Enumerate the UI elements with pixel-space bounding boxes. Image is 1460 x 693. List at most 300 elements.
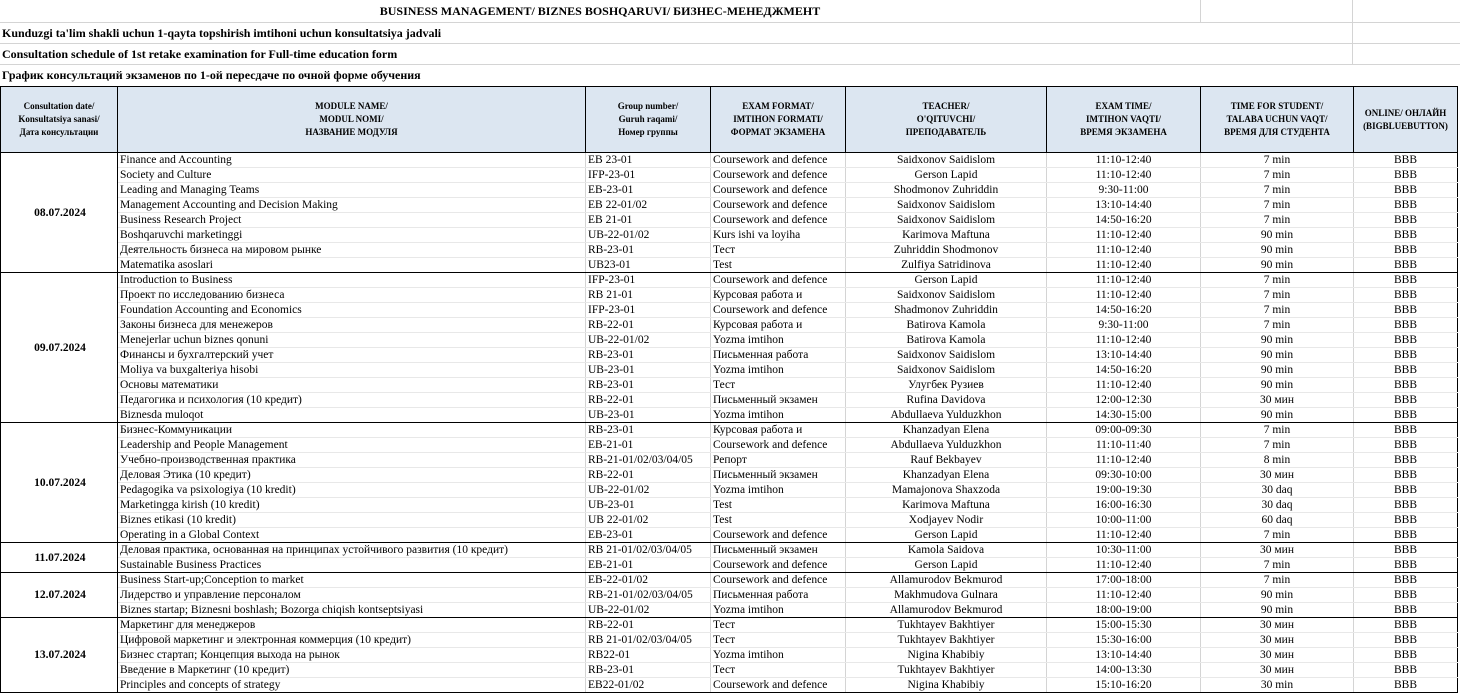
- cell-student-time: 90 min: [1201, 408, 1354, 423]
- table-row: [1, 498, 1458, 513]
- cell-exam-time: 11:10-12:40: [1047, 333, 1201, 348]
- table-row: [1, 513, 1458, 528]
- cell-student-time: 90 min: [1201, 228, 1354, 243]
- cell-exam-time: 12:00-12:30: [1047, 393, 1201, 408]
- table-row: [1, 648, 1458, 663]
- cell-module: Boshqaruvchi marketinggi: [118, 228, 586, 243]
- cell-student-time: 90 min: [1201, 363, 1354, 378]
- cell-exam-time: 19:00-19:30: [1047, 483, 1201, 498]
- cell-module: Деятельность бизнеса на мировом рынке: [118, 243, 586, 258]
- cell-module: Moliya va buxgalteriya hisobi: [118, 363, 586, 378]
- cell-module: Principles and concepts of strategy: [118, 678, 586, 693]
- cell-format: Тест: [711, 618, 846, 633]
- cell-online: BBB: [1354, 183, 1458, 198]
- cell-online: BBB: [1354, 153, 1458, 168]
- column-header-format: [711, 87, 846, 153]
- consultation-date: 12.07.2024: [1, 573, 118, 618]
- column-header-line: EXAM FORMAT/: [742, 101, 814, 111]
- cell-module: Основы математики: [118, 378, 586, 393]
- consultation-date: 13.07.2024: [1, 618, 118, 693]
- cell-teacher: Nigina Khabibiy: [846, 648, 1047, 663]
- cell-teacher: Rufina Davidova: [846, 393, 1047, 408]
- cell-group: UB-22-01/02: [586, 603, 711, 618]
- cell-group: UB-23-01: [586, 408, 711, 423]
- cell-exam-time: 09:30-10:00: [1047, 468, 1201, 483]
- table-row: [1, 468, 1458, 483]
- cell-group: EB-22-01/02: [586, 573, 711, 588]
- cell-teacher: Allamurodov Bekmurod: [846, 603, 1047, 618]
- column-header-line: MODULE NAME/: [315, 101, 388, 111]
- cell-teacher: Saidxonov Saidislom: [846, 213, 1047, 228]
- cell-teacher: Tukhtayev Bakhtiyer: [846, 663, 1047, 678]
- column-header-line: TEACHER/: [922, 101, 970, 111]
- cell-exam-time: 9:30-11:00: [1047, 183, 1201, 198]
- cell-format: Coursework and defence: [711, 558, 846, 573]
- cell-student-time: 90 min: [1201, 333, 1354, 348]
- cell-exam-time: 13:10-14:40: [1047, 648, 1201, 663]
- table-row: [1, 408, 1458, 423]
- cell-teacher: Saidxonov Saidislom: [846, 198, 1047, 213]
- subtitle-ru: График консультаций экзаменов по 1-ой пересдаче по очной форме обучения: [2, 68, 421, 82]
- cell-teacher: Gerson Lapid: [846, 558, 1047, 573]
- cell-module: Цифровой маркетинг и электронная коммерция (10 кредит): [118, 633, 586, 648]
- cell-teacher: Tukhtayev Bakhtiyer: [846, 633, 1047, 648]
- cell-format: Yozma imtihon: [711, 333, 846, 348]
- column-header-line: ВРЕМЯ ДЛЯ СТУДЕНТА: [1224, 127, 1330, 137]
- column-header-group: [586, 87, 711, 153]
- cell-exam-time: 11:10-12:40: [1047, 228, 1201, 243]
- cell-online: BBB: [1354, 348, 1458, 363]
- cell-online: BBB: [1354, 273, 1458, 288]
- cell-online: BBB: [1354, 663, 1458, 678]
- column-header-line: Group number/: [617, 101, 679, 111]
- cell-student-time: 30 мин: [1201, 633, 1354, 648]
- cell-teacher: Abdullaeva Yulduzkhon: [846, 408, 1047, 423]
- cell-student-time: 7 min: [1201, 213, 1354, 228]
- cell-module: Foundation Accounting and Economics: [118, 303, 586, 318]
- cell-student-time: 90 min: [1201, 588, 1354, 603]
- cell-teacher: Karimova Maftuna: [846, 498, 1047, 513]
- schedule-table: [0, 86, 1458, 693]
- cell-group: RB-23-01: [586, 348, 711, 363]
- cell-module: Biznes etikasi (10 kredit): [118, 513, 586, 528]
- cell-online: BBB: [1354, 333, 1458, 348]
- cell-group: RB-22-01: [586, 618, 711, 633]
- table-row: [1, 528, 1458, 543]
- cell-student-time: 30 мин: [1201, 468, 1354, 483]
- cell-teacher: Mamajonova Shaxzoda: [846, 483, 1047, 498]
- cell-format: Yozma imtihon: [711, 363, 846, 378]
- cell-module: Menejerlar uchun biznes qonuni: [118, 333, 586, 348]
- cell-module: Бизнес-Коммуникации: [118, 423, 586, 438]
- cell-exam-time: 11:10-11:40: [1047, 438, 1201, 453]
- table-row: [1, 618, 1458, 633]
- cell-exam-time: 14:50-16:20: [1047, 303, 1201, 318]
- cell-online: BBB: [1354, 243, 1458, 258]
- cell-format: Coursework and defence: [711, 273, 846, 288]
- cell-exam-time: 11:10-12:40: [1047, 273, 1201, 288]
- cell-exam-time: 14:00-13:30: [1047, 663, 1201, 678]
- cell-format: Test: [711, 498, 846, 513]
- cell-format: Yozma imtihon: [711, 648, 846, 663]
- cell-exam-time: 11:10-12:40: [1047, 153, 1201, 168]
- cell-online: BBB: [1354, 543, 1458, 558]
- column-header-line: (BIGBLUEBUTTON): [1363, 120, 1448, 131]
- cell-student-time: 8 min: [1201, 453, 1354, 468]
- cell-student-time: 30 мин: [1201, 618, 1354, 633]
- cell-group: IFP-23-01: [586, 168, 711, 183]
- cell-group: RB-23-01: [586, 243, 711, 258]
- cell-student-time: 7 min: [1201, 273, 1354, 288]
- cell-teacher: Abdullaeva Yulduzkhon: [846, 438, 1047, 453]
- cell-student-time: 30 min: [1201, 678, 1354, 693]
- table-row: [1, 348, 1458, 363]
- cell-group: RB-23-01: [586, 423, 711, 438]
- cell-module: Operating in a Global Context: [118, 528, 586, 543]
- table-row: [1, 543, 1458, 558]
- cell-format: Письменная работа: [711, 348, 846, 363]
- cell-format: Test: [711, 258, 846, 273]
- cell-format: Coursework and defence: [711, 303, 846, 318]
- cell-module: Business Research Project: [118, 213, 586, 228]
- column-header-date: [1, 87, 118, 153]
- cell-format: Письменный экзамен: [711, 468, 846, 483]
- cell-group: RB-21-01/02/03/04/05: [586, 453, 711, 468]
- column-header-line: MODUL NOMI/: [319, 114, 384, 124]
- cell-student-time: 30 мин: [1201, 663, 1354, 678]
- cell-exam-time: 15:00-15:30: [1047, 618, 1201, 633]
- cell-online: BBB: [1354, 228, 1458, 243]
- cell-module: Leading and Managing Teams: [118, 183, 586, 198]
- cell-module: Педагогика и психология (10 кредит): [118, 393, 586, 408]
- table-row: [1, 318, 1458, 333]
- cell-exam-time: 15:10-16:20: [1047, 678, 1201, 693]
- cell-exam-time: 11:10-12:40: [1047, 528, 1201, 543]
- column-header-teacher: [846, 87, 1047, 153]
- column-header-line: НАЗВАНИЕ МОДУЛЯ: [305, 127, 398, 137]
- cell-student-time: 30 мин: [1201, 393, 1354, 408]
- cell-student-time: 90 min: [1201, 348, 1354, 363]
- cell-student-time: 7 min: [1201, 318, 1354, 333]
- cell-group: EB-23-01: [586, 183, 711, 198]
- cell-group: UB 22-01/02: [586, 513, 711, 528]
- cell-teacher: Gerson Lapid: [846, 168, 1047, 183]
- column-header-line: ONLINE/ ОНЛАЙН: [1364, 107, 1447, 118]
- cell-online: BBB: [1354, 453, 1458, 468]
- cell-exam-time: 11:10-12:40: [1047, 168, 1201, 183]
- cell-student-time: 7 min: [1201, 423, 1354, 438]
- cell-format: Письменный экзамен: [711, 543, 846, 558]
- cell-online: BBB: [1354, 483, 1458, 498]
- cell-student-time: 30 daq: [1201, 498, 1354, 513]
- cell-teacher: Saidxonov Saidislom: [846, 363, 1047, 378]
- cell-group: UB-23-01: [586, 363, 711, 378]
- cell-online: BBB: [1354, 513, 1458, 528]
- cell-group: EB 22-01/02: [586, 198, 711, 213]
- cell-student-time: 90 min: [1201, 603, 1354, 618]
- cell-format: Курсовая работа и: [711, 288, 846, 303]
- cell-format: Coursework and defence: [711, 153, 846, 168]
- consultation-date: 10.07.2024: [1, 423, 118, 543]
- cell-online: BBB: [1354, 633, 1458, 648]
- cell-online: BBB: [1354, 558, 1458, 573]
- cell-student-time: 7 min: [1201, 198, 1354, 213]
- cell-online: BBB: [1354, 603, 1458, 618]
- cell-group: EB-21-01: [586, 438, 711, 453]
- cell-student-time: 7 min: [1201, 438, 1354, 453]
- table-row: [1, 303, 1458, 318]
- cell-student-time: 30 daq: [1201, 483, 1354, 498]
- cell-teacher: Kamola Saidova: [846, 543, 1047, 558]
- cell-exam-time: 14:30-15:00: [1047, 408, 1201, 423]
- cell-online: BBB: [1354, 573, 1458, 588]
- cell-exam-time: 11:10-12:40: [1047, 453, 1201, 468]
- cell-group: IFP-23-01: [586, 273, 711, 288]
- table-row: [1, 633, 1458, 648]
- table-row: [1, 393, 1458, 408]
- cell-module: Biznesda muloqot: [118, 408, 586, 423]
- cell-exam-time: 13:10-14:40: [1047, 348, 1201, 363]
- cell-online: BBB: [1354, 288, 1458, 303]
- cell-exam-time: 14:50-16:20: [1047, 213, 1201, 228]
- cell-online: BBB: [1354, 678, 1458, 693]
- subtitle-uz: Kunduzgi ta'lim shakli uchun 1-qayta topshirish imtihoni uchun konsultatsiya jadvali: [2, 26, 442, 40]
- table-row: [1, 588, 1458, 603]
- cell-format: Yozma imtihon: [711, 603, 846, 618]
- cell-teacher: Zuhriddin Shodmonov: [846, 243, 1047, 258]
- cell-teacher: Karimova Maftuna: [846, 228, 1047, 243]
- table-row: [1, 573, 1458, 588]
- cell-module: Финансы и бухгалтерский учет: [118, 348, 586, 363]
- cell-group: EB 23-01: [586, 153, 711, 168]
- table-row: [1, 168, 1458, 183]
- table-row: [1, 678, 1458, 693]
- cell-format: Kurs ishi va loyiha: [711, 228, 846, 243]
- column-header-module: [118, 87, 586, 153]
- cell-group: RB-23-01: [586, 378, 711, 393]
- cell-exam-time: 10:00-11:00: [1047, 513, 1201, 528]
- page-title: BUSINESS MANAGEMENT/ BIZNES BOSHQARUVI/ БИЗНЕС-МЕНЕДЖМЕНТ: [379, 4, 821, 18]
- table-row: [1, 453, 1458, 468]
- column-header-line: Konsultatsiya sanasi/: [18, 114, 100, 124]
- cell-format: Coursework and defence: [711, 213, 846, 228]
- cell-student-time: 90 min: [1201, 378, 1354, 393]
- cell-student-time: 60 daq: [1201, 513, 1354, 528]
- cell-group: RB-23-01: [586, 663, 711, 678]
- cell-module: Leadership and People Management: [118, 438, 586, 453]
- column-header-line: ФОРМАТ ЭКЗАМЕНА: [730, 127, 826, 137]
- cell-format: Тест: [711, 663, 846, 678]
- table-row: [1, 423, 1458, 438]
- cell-exam-time: 09:00-09:30: [1047, 423, 1201, 438]
- cell-teacher: Gerson Lapid: [846, 273, 1047, 288]
- cell-group: RB22-01: [586, 648, 711, 663]
- table-row: [1, 288, 1458, 303]
- cell-format: Тест: [711, 243, 846, 258]
- cell-group: RB-22-01: [586, 393, 711, 408]
- cell-group: EB-23-01: [586, 528, 711, 543]
- cell-group: UB-22-01/02: [586, 333, 711, 348]
- cell-exam-time: 11:10-12:40: [1047, 558, 1201, 573]
- column-header-line: TALABA UCHUN VAQT/: [1226, 114, 1328, 124]
- cell-teacher: Zulfiya Satridinova: [846, 258, 1047, 273]
- cell-module: Проект по исследованию бизнеса: [118, 288, 586, 303]
- cell-exam-time: 11:10-12:40: [1047, 588, 1201, 603]
- cell-exam-time: 10:30-11:00: [1047, 543, 1201, 558]
- cell-teacher: Khanzadyan Elena: [846, 423, 1047, 438]
- cell-exam-time: 13:10-14:40: [1047, 198, 1201, 213]
- cell-teacher: Batirova Kamola: [846, 333, 1047, 348]
- cell-module: Учебно-производственная практика: [118, 453, 586, 468]
- consultation-date: 08.07.2024: [1, 153, 118, 273]
- table-row: [1, 198, 1458, 213]
- cell-online: BBB: [1354, 438, 1458, 453]
- column-header-line: Номер группы: [618, 127, 678, 137]
- cell-format: Письменная работа: [711, 588, 846, 603]
- cell-student-time: 7 min: [1201, 168, 1354, 183]
- column-header-student-time: [1201, 87, 1354, 153]
- cell-online: BBB: [1354, 303, 1458, 318]
- cell-format: Курсовая работа и: [711, 423, 846, 438]
- table-row: [1, 243, 1458, 258]
- cell-teacher: Khanzadyan Elena: [846, 468, 1047, 483]
- cell-group: EB22-01/02: [586, 678, 711, 693]
- cell-module: Business Start-up;Conception to market: [118, 573, 586, 588]
- consultation-date: 09.07.2024: [1, 273, 118, 423]
- cell-student-time: 30 мин: [1201, 648, 1354, 663]
- cell-module: Biznes startap; Biznesni boshlash; Bozorga chiqish kontseptsiyasi: [118, 603, 586, 618]
- consultation-date: 11.07.2024: [1, 543, 118, 573]
- subtitle-en: Consultation schedule of 1st retake examination for Full-time education form: [2, 47, 398, 61]
- cell-student-time: 30 мин: [1201, 543, 1354, 558]
- cell-format: Репорт: [711, 453, 846, 468]
- cell-exam-time: 11:10-12:40: [1047, 243, 1201, 258]
- table-row: [1, 378, 1458, 393]
- cell-module: Management Accounting and Decision Making: [118, 198, 586, 213]
- cell-format: Курсовая работа и: [711, 318, 846, 333]
- cell-exam-time: 16:00-16:30: [1047, 498, 1201, 513]
- cell-format: Coursework and defence: [711, 183, 846, 198]
- cell-teacher: Nigina Khabibiy: [846, 678, 1047, 693]
- cell-exam-time: 11:10-12:40: [1047, 258, 1201, 273]
- cell-teacher: Rauf Bekbayev: [846, 453, 1047, 468]
- cell-module: Finance and Accounting: [118, 153, 586, 168]
- column-header-line: O'QITUVCHI/: [916, 114, 976, 124]
- cell-module: Matematika asoslari: [118, 258, 586, 273]
- column-header-line: ВРЕМЯ ЭКЗАМЕНА: [1080, 127, 1167, 137]
- table-row: [1, 438, 1458, 453]
- cell-teacher: Улугбек Рузиев: [846, 378, 1047, 393]
- cell-format: Coursework and defence: [711, 198, 846, 213]
- cell-module: Pedagogika va psixologiya (10 kredit): [118, 483, 586, 498]
- cell-format: Yozma imtihon: [711, 408, 846, 423]
- cell-module: Деловая Этика (10 кредит): [118, 468, 586, 483]
- cell-online: BBB: [1354, 423, 1458, 438]
- cell-teacher: Shodmonov Zuhriddin: [846, 183, 1047, 198]
- table-row: [1, 483, 1458, 498]
- cell-group: RB 21-01/02/03/04/05: [586, 543, 711, 558]
- cell-online: BBB: [1354, 408, 1458, 423]
- table-row: [1, 153, 1458, 168]
- column-header-line: IMTIHON FORMATI/: [733, 114, 823, 124]
- column-header-online: [1354, 87, 1458, 153]
- cell-format: Test: [711, 513, 846, 528]
- cell-group: RB-21-01/02/03/04/05: [586, 588, 711, 603]
- cell-teacher: Saidxonov Saidislom: [846, 153, 1047, 168]
- cell-student-time: 7 min: [1201, 288, 1354, 303]
- cell-online: BBB: [1354, 528, 1458, 543]
- cell-online: BBB: [1354, 213, 1458, 228]
- cell-teacher: Shadmonov Zuhriddin: [846, 303, 1047, 318]
- cell-group: UB-22-01/02: [586, 228, 711, 243]
- column-header-line: IMTIHON VAQTI/: [1086, 114, 1161, 124]
- cell-group: UB-22-01/02: [586, 483, 711, 498]
- column-header-line: Дата консультации: [19, 127, 99, 137]
- cell-student-time: 7 min: [1201, 558, 1354, 573]
- table-row: [1, 603, 1458, 618]
- cell-student-time: 7 min: [1201, 573, 1354, 588]
- table-row: [1, 363, 1458, 378]
- cell-module: Бизнес стартап; Концепция выхода на рынок: [118, 648, 586, 663]
- cell-group: EB 21-01: [586, 213, 711, 228]
- table-row: [1, 333, 1458, 348]
- cell-teacher: Tukhtayev Bakhtiyer: [846, 618, 1047, 633]
- cell-format: Письменный экзамен: [711, 393, 846, 408]
- cell-online: BBB: [1354, 648, 1458, 663]
- cell-exam-time: 11:10-12:40: [1047, 288, 1201, 303]
- cell-module: Законы бизнеса для менежеров: [118, 318, 586, 333]
- cell-student-time: 7 min: [1201, 528, 1354, 543]
- cell-module: Деловая практика, основанная на принципах устойчивого развития (10 кредит): [118, 543, 586, 558]
- cell-online: BBB: [1354, 198, 1458, 213]
- cell-format: Тест: [711, 633, 846, 648]
- column-header-exam-time: [1047, 87, 1201, 153]
- cell-group: UB23-01: [586, 258, 711, 273]
- column-header-line: EXAM TIME/: [1095, 101, 1152, 111]
- cell-teacher: Gerson Lapid: [846, 528, 1047, 543]
- cell-online: BBB: [1354, 588, 1458, 603]
- cell-online: BBB: [1354, 618, 1458, 633]
- column-header-line: Consultation date/: [23, 101, 95, 111]
- cell-module: Society and Culture: [118, 168, 586, 183]
- cell-exam-time: 14:50-16:20: [1047, 363, 1201, 378]
- cell-exam-time: 18:00-19:00: [1047, 603, 1201, 618]
- cell-module: Введение в Маркетинг (10 кредит): [118, 663, 586, 678]
- table-body: [1, 153, 1458, 693]
- cell-group: RB-22-01: [586, 468, 711, 483]
- cell-module: Маркетинг для менеджеров: [118, 618, 586, 633]
- cell-student-time: 90 min: [1201, 258, 1354, 273]
- cell-module: Introduction to Business: [118, 273, 586, 288]
- cell-module: Лидерство и управление персоналом: [118, 588, 586, 603]
- table-row: [1, 213, 1458, 228]
- column-header-line: TIME FOR STUDENT/: [1230, 101, 1324, 111]
- table-row: [1, 663, 1458, 678]
- cell-format: Coursework and defence: [711, 168, 846, 183]
- cell-student-time: 7 min: [1201, 153, 1354, 168]
- cell-teacher: Saidxonov Saidislom: [846, 348, 1047, 363]
- cell-exam-time: 17:00-18:00: [1047, 573, 1201, 588]
- table-row: [1, 183, 1458, 198]
- cell-student-time: 90 min: [1201, 243, 1354, 258]
- table-header-row: [1, 87, 1458, 153]
- cell-online: BBB: [1354, 168, 1458, 183]
- cell-exam-time: 11:10-12:40: [1047, 378, 1201, 393]
- cell-online: BBB: [1354, 363, 1458, 378]
- cell-online: BBB: [1354, 318, 1458, 333]
- cell-teacher: Allamurodov Bekmurod: [846, 573, 1047, 588]
- cell-module: Sustainable Business Practices: [118, 558, 586, 573]
